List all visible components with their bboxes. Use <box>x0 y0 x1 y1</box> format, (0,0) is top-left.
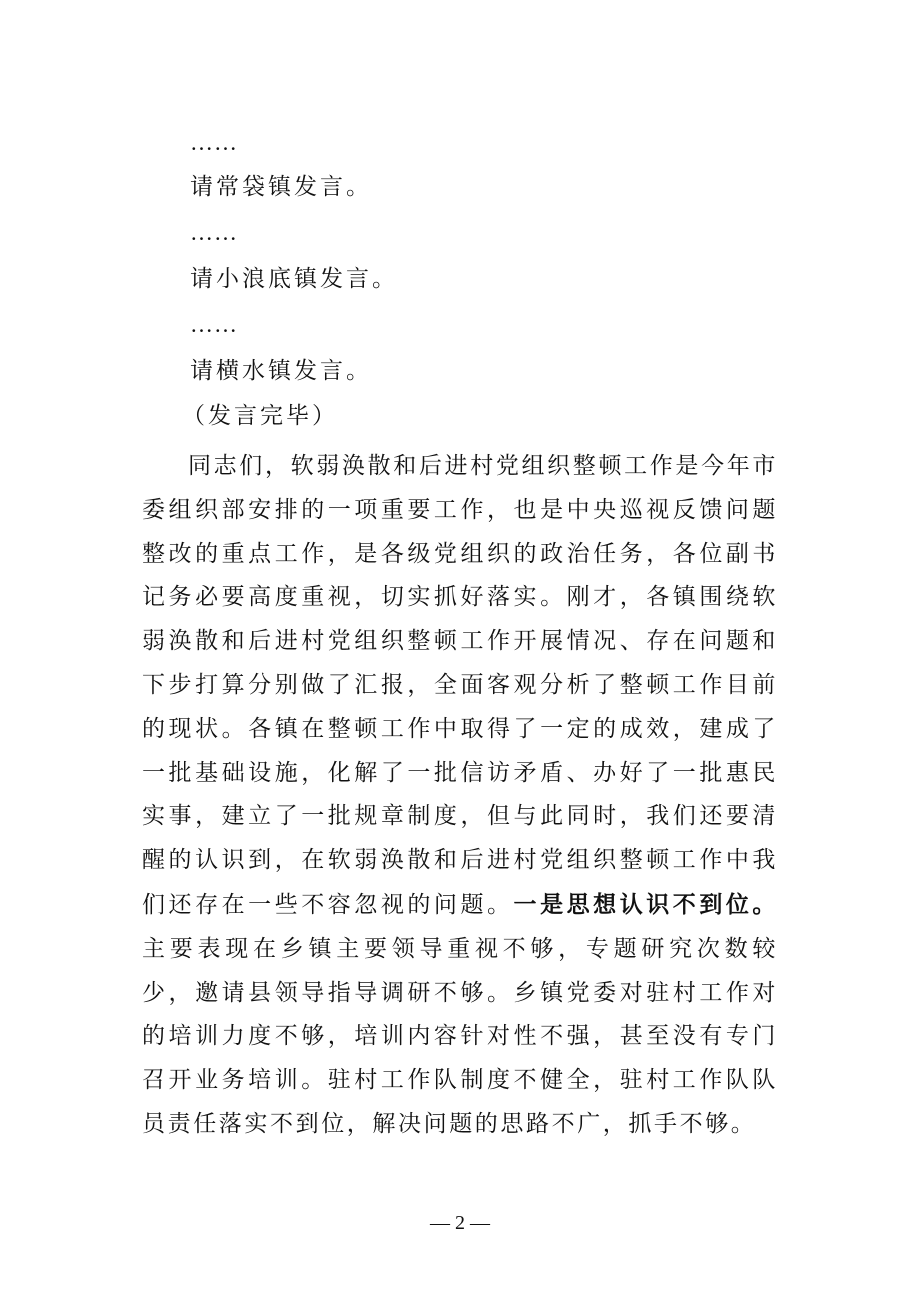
bold-heading: 一是思想认识不到位。 <box>513 890 778 918</box>
invite-speaker-line: 请常袋镇发言。 <box>190 174 372 200</box>
body-text-part: 主要表现在乡镇主要领导重视不够，专题研究次数较少，邀请县领导指导调研不够。乡镇党委对驻村工作对的培训力度不够，培训内容针对性不强，甚至没有专门召开业务培训。驻村工作队制度不健全，驻村工作队队员责任落实不到位，解决问题的思路不广，抓手不够。 <box>142 935 778 1137</box>
body-paragraph <box>142 445 778 1147</box>
page-number: — 2 — <box>430 1212 490 1234</box>
ellipsis-line: …… <box>190 312 238 337</box>
body-text-part: 同志们，软弱涣散和后进村党组织整顿工作是今年市委组织部安排的一项重要工作，也是中央巡视反馈问题整改的重点工作，是各级党组织的政治任务，各位副书记务必要高度重视，切实抓好落实。刚才，各镇围绕软弱涣散和后进村党组织整顿工作开展情况、存在问题和下步打算分别做了汇报，全面客观分析了整顿工作目前的现状。各镇在整顿工作中取得了一定的成效，建成了一批基础设施，化解了一批信访矛盾、办好了一批惠民实事，建立了一批规章制度，但与此同时，我们还要清醒的认识到，在软弱涣散和后进村党组织整顿工作中我们还存在一些不容忽视的问题。 <box>142 453 778 918</box>
closing-note: （发言完毕） <box>182 403 338 429</box>
invite-speaker-line: 请小浪底镇发言。 <box>190 266 398 292</box>
ellipsis-line: …… <box>190 220 238 245</box>
ellipsis-line: …… <box>190 130 238 155</box>
invite-speaker-line: 请横水镇发言。 <box>190 358 372 384</box>
